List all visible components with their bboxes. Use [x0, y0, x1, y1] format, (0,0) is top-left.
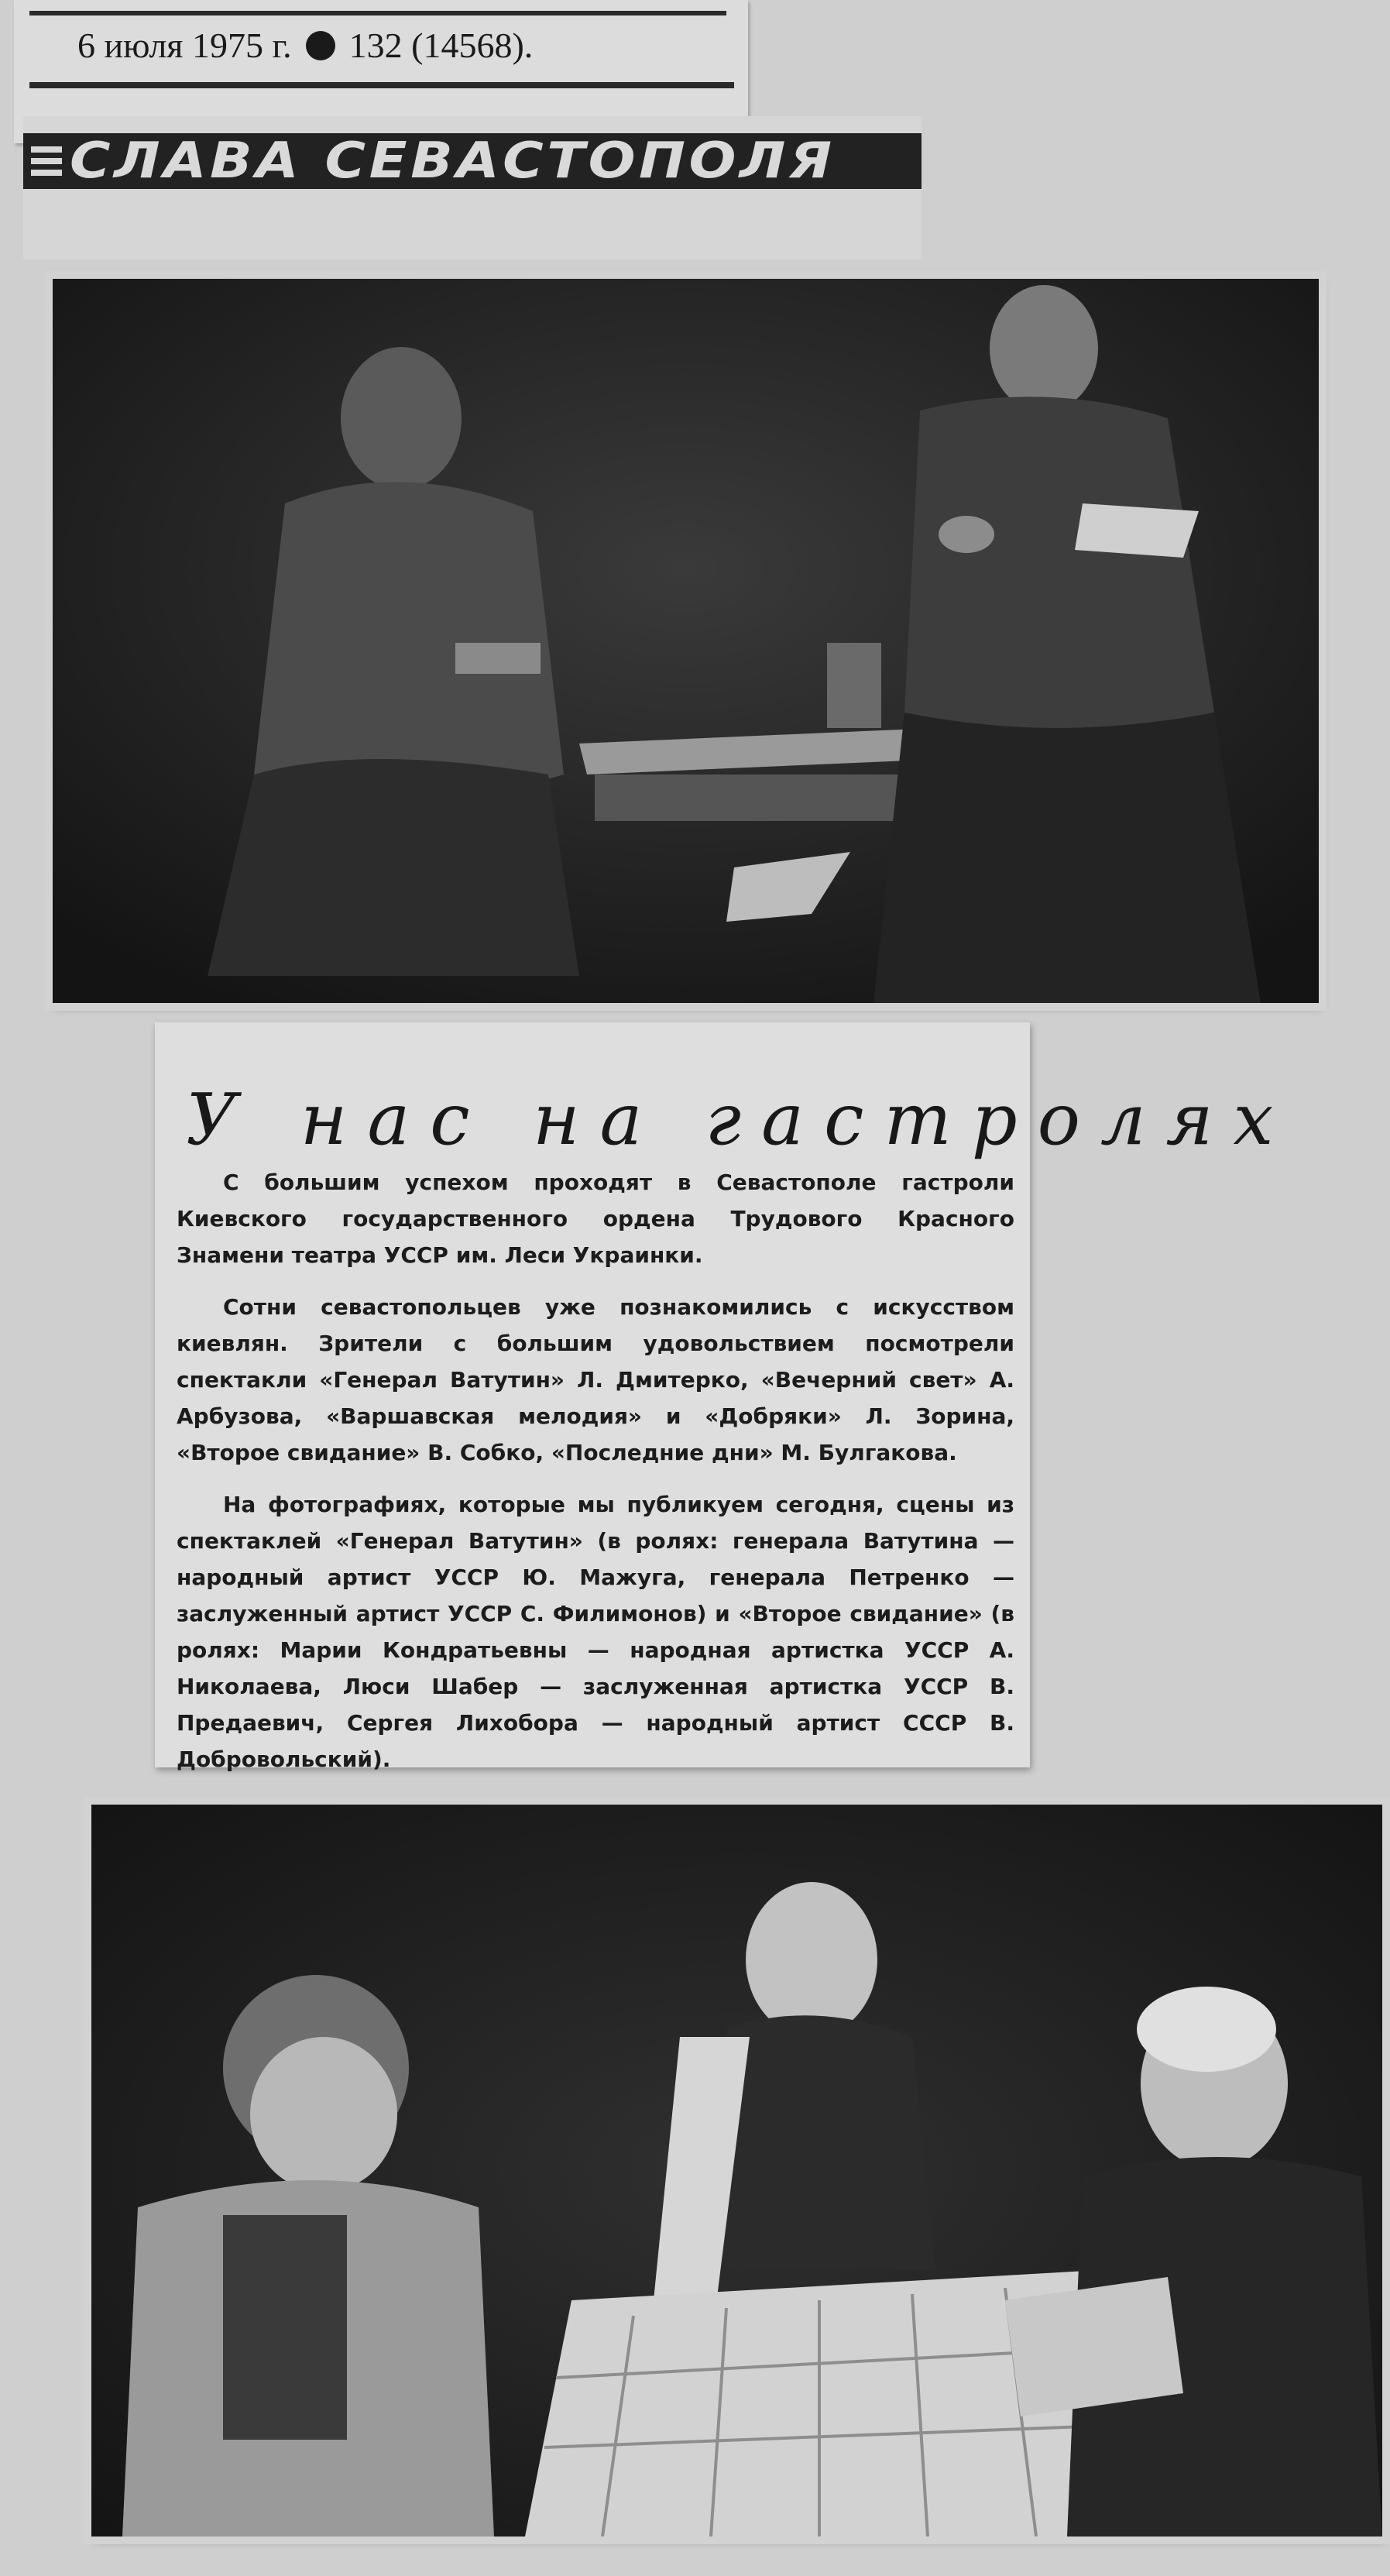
masthead-clipping [23, 116, 922, 259]
article-title: У нас на гастролях [186, 1078, 1294, 1161]
photo-scene-bottom [91, 1805, 1382, 2537]
article-paragraph: Сотни севастопольцев уже познакомились с искусством киевлян. Зрители с большим удовольствием посмотрели спектакли «Генерал Ватутин» Л. Дмитерко, «Вечерний свет» А. Арбузова, «Варшавская мелодия» и «Добряки» Л. Зорина, «Второе свидание» В. Собко, «Последние дни» М. Булгакова. [177, 1294, 1014, 1465]
masthead-banner [23, 133, 922, 189]
bottom-rule [29, 82, 734, 88]
newspaper-title: СЛАВА СЕВАСТОПОЛЯ [70, 132, 836, 190]
article-clipping [155, 1022, 1294, 1772]
issue-date-line [77, 25, 533, 66]
masthead-dash-left [31, 146, 62, 176]
issue-number: 132 (14568). [348, 26, 534, 65]
article-body [177, 1164, 1014, 1793]
photo-scene-top [53, 279, 1319, 1003]
bullet-icon [306, 31, 335, 60]
top-rule [29, 11, 726, 15]
photo-bottom-graphic [91, 1805, 1382, 2537]
article-paragraph: На фотографиях, которые мы публикуем сегодня, сцены из спектаклей «Генерал Ватутин» (в ролях: генерала Ватутина — народный артист УССР Ю. Мажуга, генерала Петренко — заслуженный артист УССР С. Филимонов) и «Второе свидание» (в ролях: Марии Кондратьевны — народная артистка УССР А. Николаева, Люси Шабер — заслуженная артистка УССР В. Предаевич, Сергея Лихобора — народный артист СССР В. Добровольский). [177, 1492, 1014, 1772]
article-paragraph: С большим успехом проходят в Севастополе гастроли Киевского государственного ордена Трудового Красного Знамени театра УССР им. Леси Украинки. [177, 1170, 1014, 1268]
issue-date: 6 июля 1975 г. [77, 26, 292, 65]
photo-top-graphic [53, 279, 1319, 1003]
